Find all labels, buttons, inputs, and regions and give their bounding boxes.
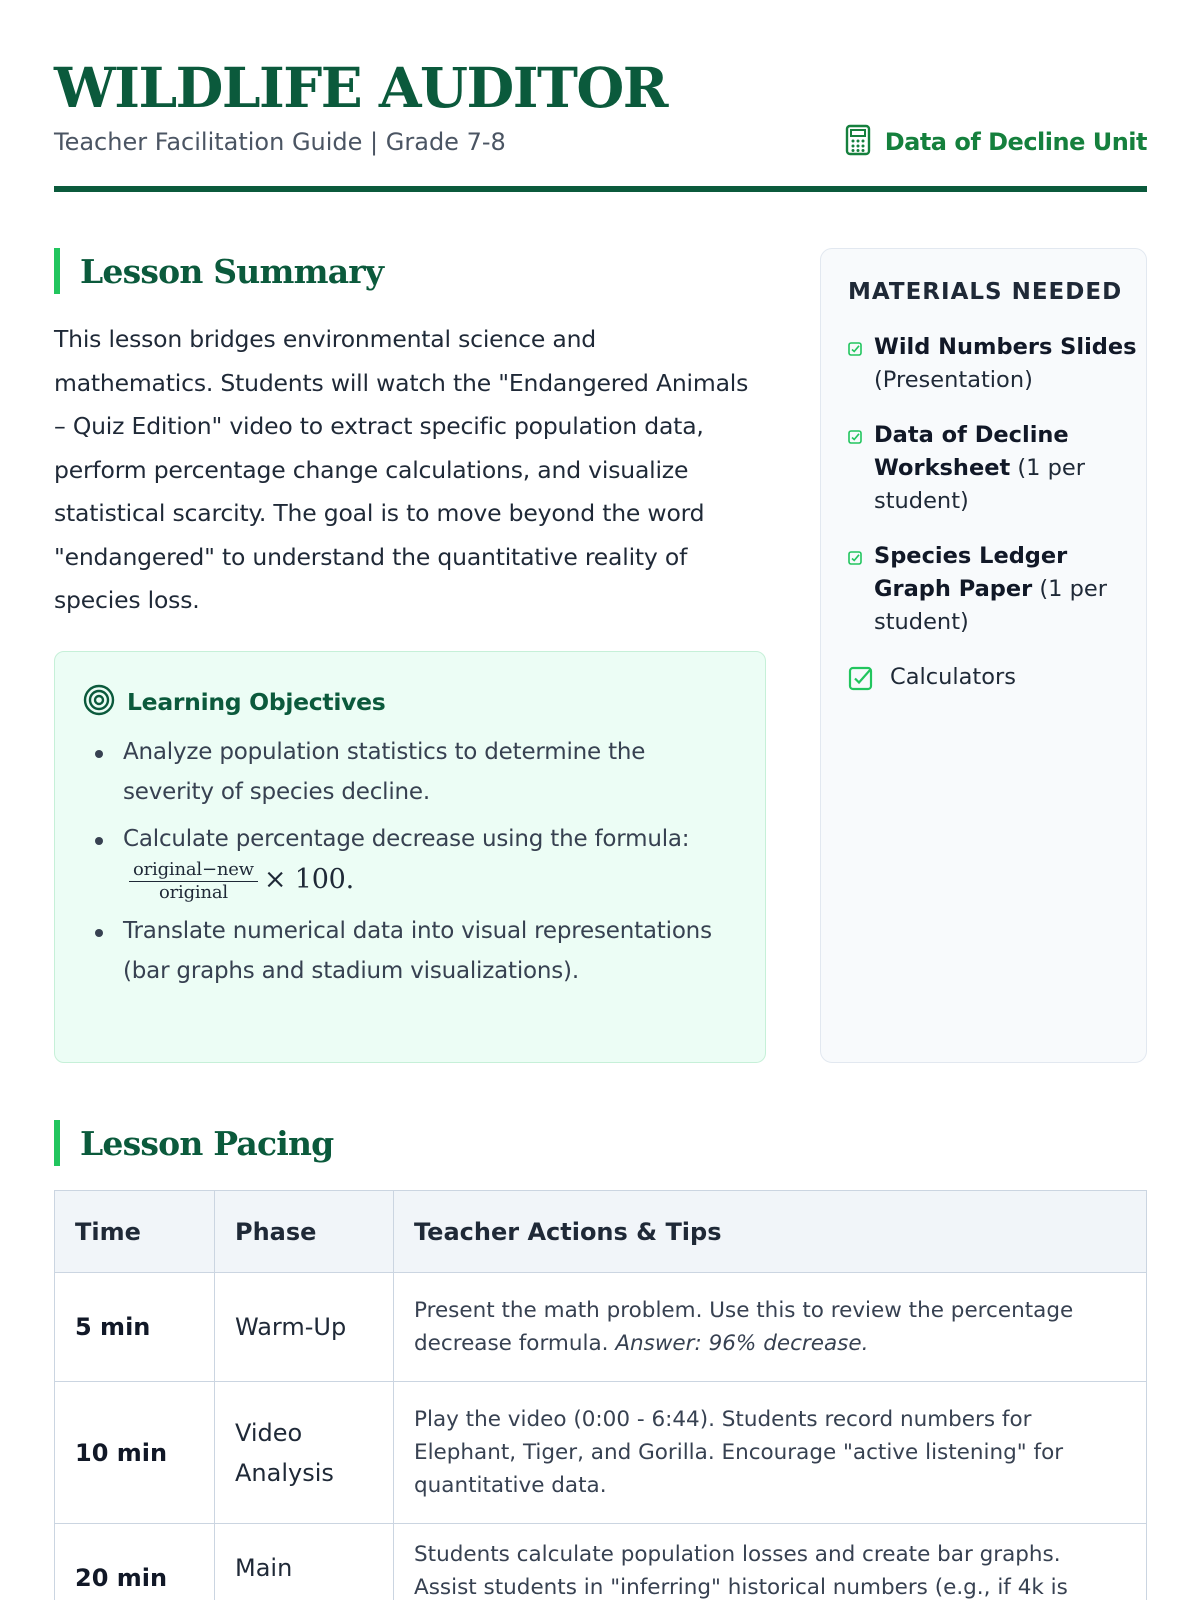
learning-objectives-card [54,651,766,1063]
summary-heading [54,248,383,294]
material-detail: (1 per student) [874,576,1108,635]
check-square-icon [848,550,862,569]
section-accent-bar [54,1120,60,1166]
pacing-title: Lesson Pacing [80,1123,334,1163]
cell-actions: Students calculate population losses and create bar graphs. Assist students in "inferring" historical numbers (e.g., if 4k is [394,1524,1147,1600]
formula-numerator: original−new [129,859,258,882]
table-row [55,1273,1147,1382]
unit-badge [845,124,1147,160]
unit-label: Data of Decline Unit [884,128,1147,156]
material-item [848,661,1138,695]
material-detail: (1 per student) [874,455,1086,514]
objective-item: Calculate percentage decrease using the formula: $\frac{\text{original−new}}{\text{original}}$ × 100. [95,819,735,904]
formula-denominator: original [158,882,228,903]
materials-card [820,248,1147,1063]
objective-item: Translate numerical data into visual representations (bar graphs and stadium visualizations). [95,911,735,991]
objective-item: Analyze population statistics to determine the severity of species decline. [95,732,735,812]
material-item [848,540,1138,639]
objectives-header [83,684,385,720]
summary-title: Lesson Summary [80,251,384,291]
material-name: Species Ledger Graph Paper [874,543,1068,602]
answer-note: Answer: 96% decrease. [615,1331,869,1356]
table-row [55,1382,1147,1524]
column-header-actions: Teacher Actions & Tips [394,1191,1147,1273]
material-detail: (Presentation) [874,367,1033,393]
check-square-icon [848,429,862,448]
formula-multiplier: × 100. [263,864,355,895]
material-detail: Calculators [890,664,1016,690]
cell-phase: Video Analysis [215,1382,394,1524]
cell-time: 20 min [55,1524,215,1600]
table-header-row [55,1191,1147,1273]
page-title: WILDLIFE AUDITOR [54,55,667,120]
objectives-title: Learning Objectives [127,688,386,716]
column-header-phase: Phase [215,1191,394,1273]
page-header [54,55,1147,156]
cell-actions: Play the video (0:00 - 6:44). Students record numbers for Elephant, Tiger, and Gorilla. Encourage "active listening" for quantitative data. [394,1382,1147,1524]
materials-title: MATERIALS NEEDED [848,279,1123,305]
header-divider [54,186,1147,192]
summary-text: This lesson bridges environmental science and mathematics. Students will watch the "Endangered Animals – Quiz Edition" video to extract specific population data, perform percentage change calculations, and visualize statistical scarcity. The goal is to move beyond the word "endangered" to understand the quantitative reality of species loss. [54,325,749,614]
pacing-heading [54,1120,333,1166]
objectives-list [95,732,735,998]
pacing-table [54,1190,1147,1600]
target-icon [83,684,115,720]
cell-actions: Present the math problem. Use this to review the percentage decrease formula. Answer: 96% decrease. [394,1273,1147,1382]
check-square-icon [848,665,874,695]
material-item [848,419,1138,518]
table-row [55,1524,1147,1600]
cell-phase: Warm-Up [215,1273,394,1382]
percent-formula-fraction [129,859,258,904]
column-header-time: Time [55,1191,215,1273]
cell-phase: Main [215,1524,394,1600]
material-item [848,331,1138,397]
check-square-icon [848,341,862,360]
materials-list [848,331,1138,717]
cell-time: 5 min [55,1273,215,1382]
calculator-icon [845,124,871,160]
cell-time: 10 min [55,1382,215,1524]
section-accent-bar [54,248,60,294]
page-subtitle: Teacher Facilitation Guide | Grade 7-8 [54,128,506,156]
material-name: Data of Decline Worksheet [874,422,1069,481]
material-name: Wild Numbers Slides [874,334,1137,360]
